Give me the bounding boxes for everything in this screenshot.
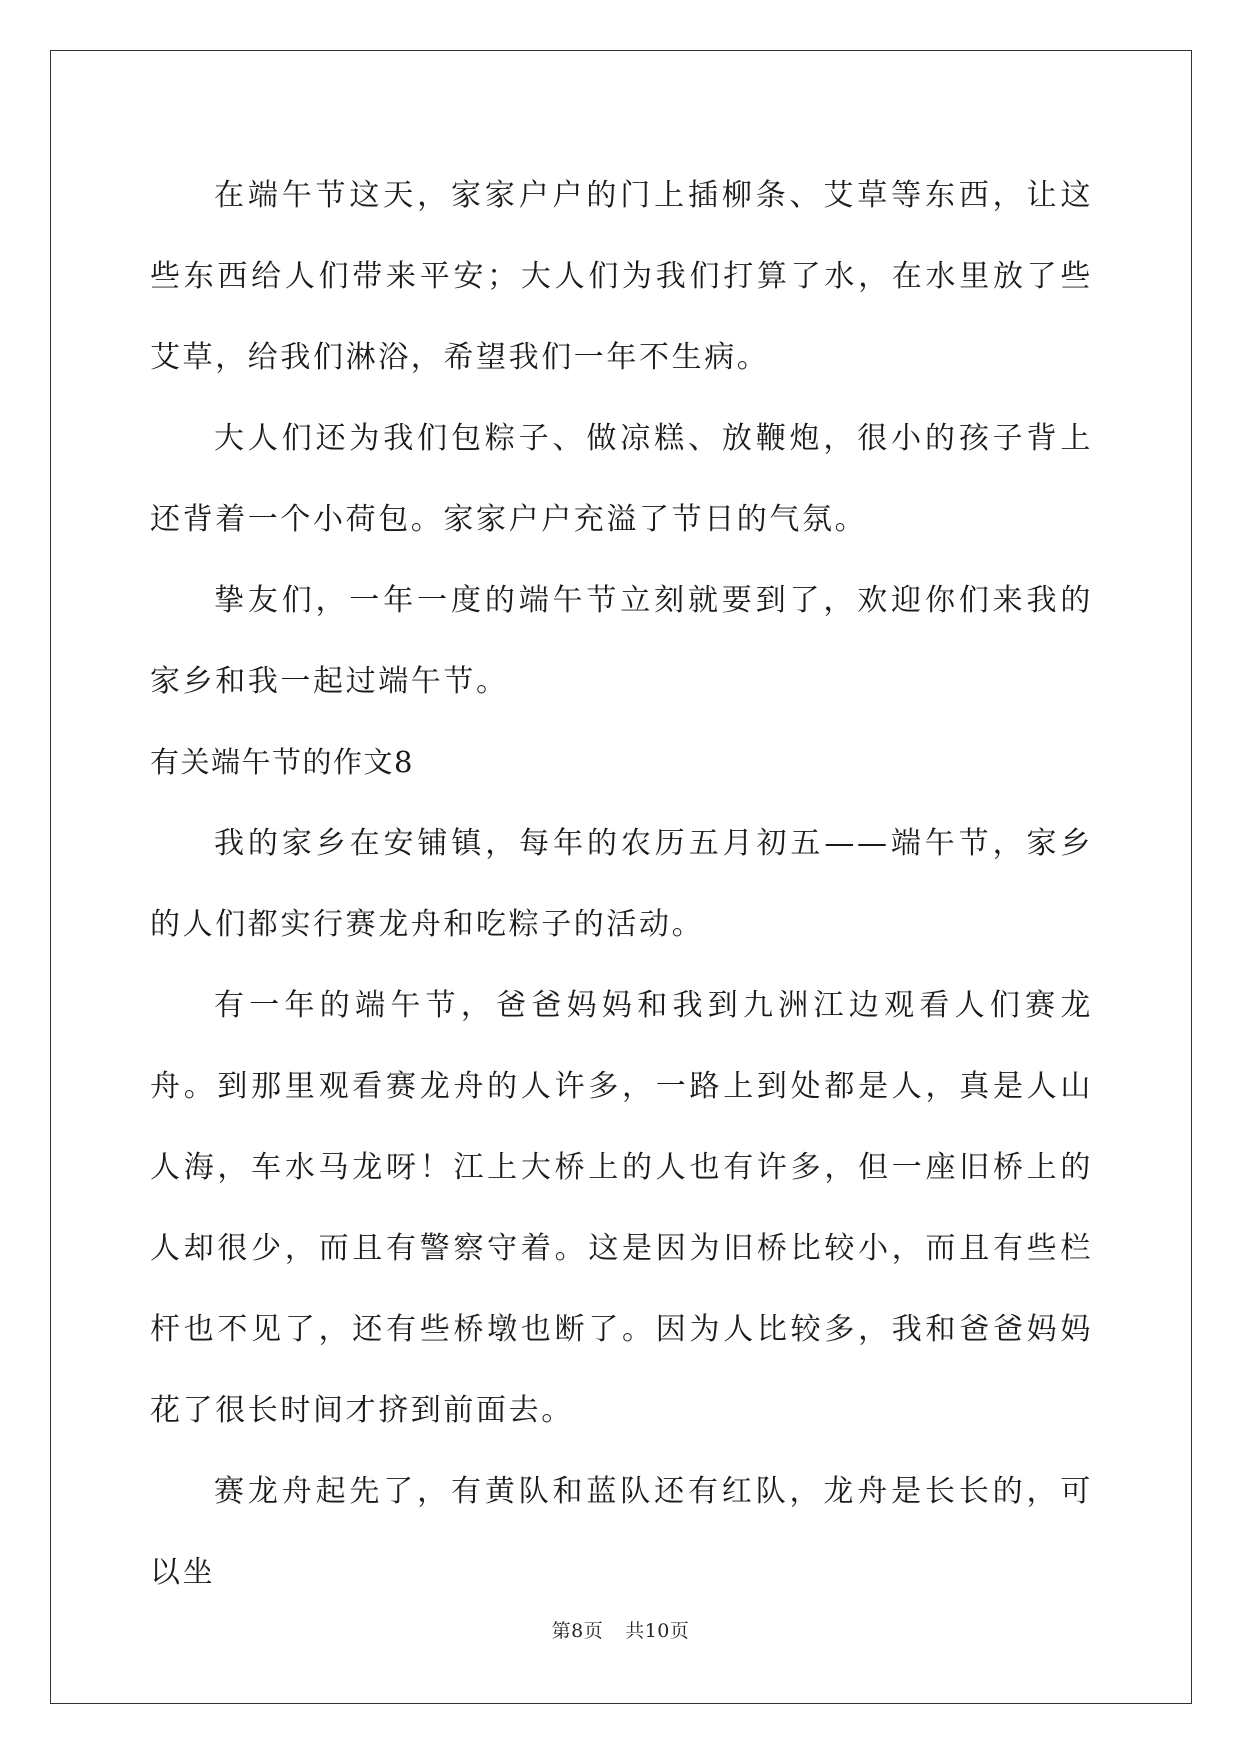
paragraph: 挚友们，一年一度的端午节立刻就要到了，欢迎你们来我的家乡和我一起过端午节。 bbox=[150, 583, 1093, 699]
document-body bbox=[150, 155, 1093, 1613]
page-number: 第8页 bbox=[551, 1620, 604, 1642]
page-total: 共10页 bbox=[625, 1620, 690, 1642]
paragraph: 我的家乡在安铺镇，每年的农历五月初五——端午节，家乡的人们都实行赛龙舟和吃粽子的活动。 bbox=[150, 826, 1093, 942]
paragraph: 大人们还为我们包粽子、做凉糕、放鞭炮，很小的孩子背上还背着一个小荷包。家家户户充溢了节日的气氛。 bbox=[150, 421, 1093, 537]
paragraph: 有一年的端午节，爸爸妈妈和我到九洲江边观看人们赛龙舟。到那里观看赛龙舟的人许多，一路上到处都是人，真是人山人海，车水马龙呀！江上大桥上的人也有许多，但一座旧桥上的人却很少，而且有警察守着。这是因为旧桥比较小，而且有些栏杆也不见了，还有些桥墩也断了。因为人比较多，我和爸爸妈妈花了很长时间才挤到前面去。 bbox=[150, 988, 1093, 1428]
section-heading: 有关端午节的作文8 bbox=[150, 745, 414, 779]
paragraph: 在端午节这天，家家户户的门上插柳条、艾草等东西，让这些东西给人们带来平安；大人们为我们打算了水，在水里放了些艾草，给我们淋浴，希望我们一年不生病。 bbox=[150, 178, 1093, 375]
paragraph: 赛龙舟起先了，有黄队和蓝队还有红队，龙舟是长长的，可以坐 bbox=[150, 1474, 1093, 1590]
page-footer bbox=[0, 1616, 1241, 1643]
